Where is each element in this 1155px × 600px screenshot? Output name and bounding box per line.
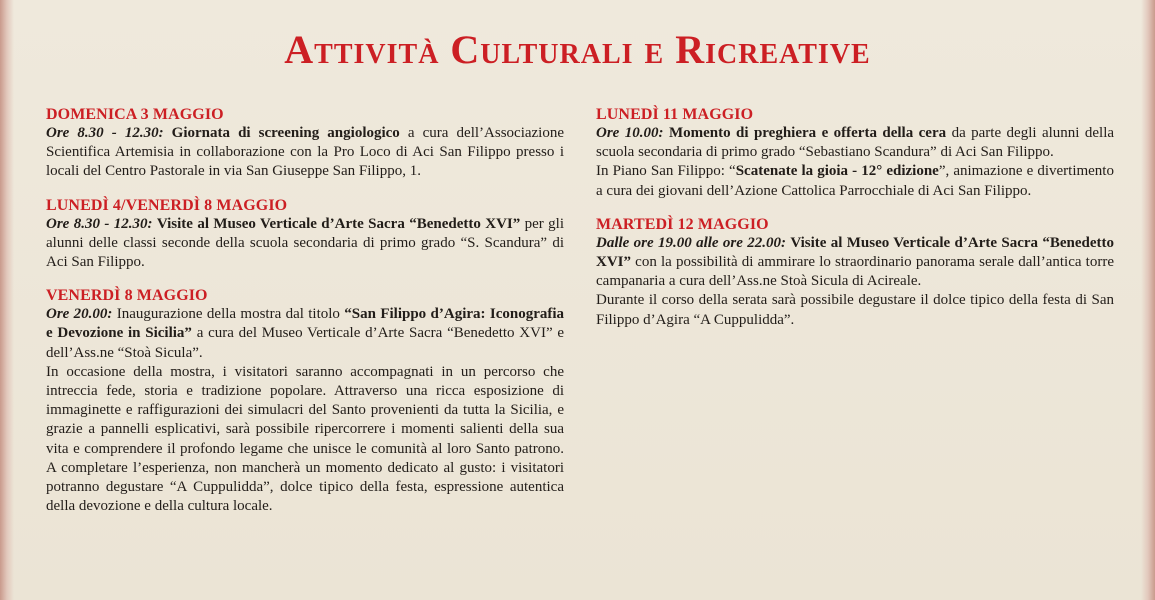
left-column (46, 105, 564, 530)
event-date-heading: VENERDÌ 8 MAGGIO (46, 287, 208, 305)
event-description (46, 124, 564, 182)
event-section-lunedi-11 (596, 105, 1114, 201)
event-section-lunedi-4 (46, 196, 564, 273)
event-description (596, 124, 1114, 162)
event-title: Scatenate la gioia - 12° edizione (735, 163, 939, 180)
right-border (1141, 0, 1155, 600)
event-time: Dalle ore 19.00 alle ore 22.00: (596, 234, 786, 251)
event-body-text: In occasione della mostra, i visitatori saranno accompagnati in un percorso che intreccia fede, storia e tradizione popolare. Attraverso una ricca esposizione di immaginette e raffigurazioni dei simulacri del Santo provenienti da tutta la Sicilia, e grazie a pannelli esplicativi, sarà possibile ripercorrere i momenti salienti della sua vita e comprendere il profondo legame che unisce le comunità al loro Santo patrono. A completare l’esperienza, non mancherà un momento dedicato al gusto: i visitatori potranno degustare “A Cuppulidda”, dolce tipico della festa, espressione autentica della devozione e della cultura locale. (46, 363, 564, 515)
event-date-heading: LUNEDÌ 11 MAGGIO (596, 106, 754, 123)
event-details: da parte degli alunni della scuola secondaria di primo grado “Sebastiano Scandura” di Aci San Filippo. (596, 125, 1115, 161)
event-details: a cura dell’Associazione Scientifica Artemisia in collaborazione con la Pro Loco di Aci San Filippo presso i locali del Centro Pastorale in via San Giuseppe San Filippo, 1. (46, 125, 565, 180)
page-title: Attività Culturali e Ricreative (284, 27, 871, 72)
event-title: Momento di preghiera e offerta della cera (668, 125, 947, 141)
event-description (46, 215, 564, 273)
event-date-heading: MARTEDÌ 12 MAGGIO (596, 215, 769, 233)
event-description (596, 234, 1114, 292)
event-section-martedi-12 (596, 215, 1114, 330)
event-title: Visite al Museo Verticale d’Arte Sacra “Benedetto XVI” (156, 215, 521, 232)
event-title: Visite al Museo Verticale d’Arte Sacra “Benedetto XVI” (596, 234, 1115, 271)
left-border (0, 0, 14, 600)
event-description (46, 305, 564, 363)
event-description-secondary (596, 162, 1114, 200)
event-details: ”, animazione e divertimento a cura dei giovani dell’Azione Cattolica Parrocchiale di Aci San Filippo. (596, 163, 1114, 199)
event-details: con la possibilità di ammirare lo straordinario panorama serale dall’antica torre campanaria a cura dell’Ass.ne Stoà Sicula di Acireale. (596, 254, 1114, 290)
event-section-venerdi-8 (46, 286, 564, 516)
event-date-heading: DOMENICA 3 MAGGIO (46, 106, 224, 123)
event-section-domenica-3 (46, 105, 564, 182)
event-time: Ore 10.00: (596, 125, 664, 141)
event-location-intro: In Piano San Filippo: “ (596, 163, 736, 180)
event-intro: Inaugurazione della mostra dal titolo (116, 306, 340, 323)
event-date-heading: LUNEDÌ 4/VENERDÌ 8 MAGGIO (46, 196, 288, 214)
event-title: Giornata di screening angiologico (171, 125, 400, 141)
right-column (596, 105, 1114, 344)
event-time: Ore 8.30 - 12.30: (46, 215, 153, 232)
event-details: a cura del Museo Verticale d’Arte Sacra “Benedetto XVI” e dell’Ass.ne “Stoà Sicula”. (46, 325, 565, 361)
event-time: Ore 20.00: (46, 306, 113, 323)
event-body-text: Durante il corso della serata sarà possibile degustare il dolce tipico della festa di San Filippo d’Agira “A Cuppulidda”. (596, 292, 1114, 328)
event-details: per gli alunni delle classi seconde della scuola secondaria di primo grado “S. Scandura” di Aci San Filippo. (46, 215, 565, 271)
event-title: “San Filippo d’Agira: Iconografia e Devozione in Sicilia” (46, 306, 565, 342)
event-time: Ore 8.30 - 12.30: (46, 125, 164, 141)
